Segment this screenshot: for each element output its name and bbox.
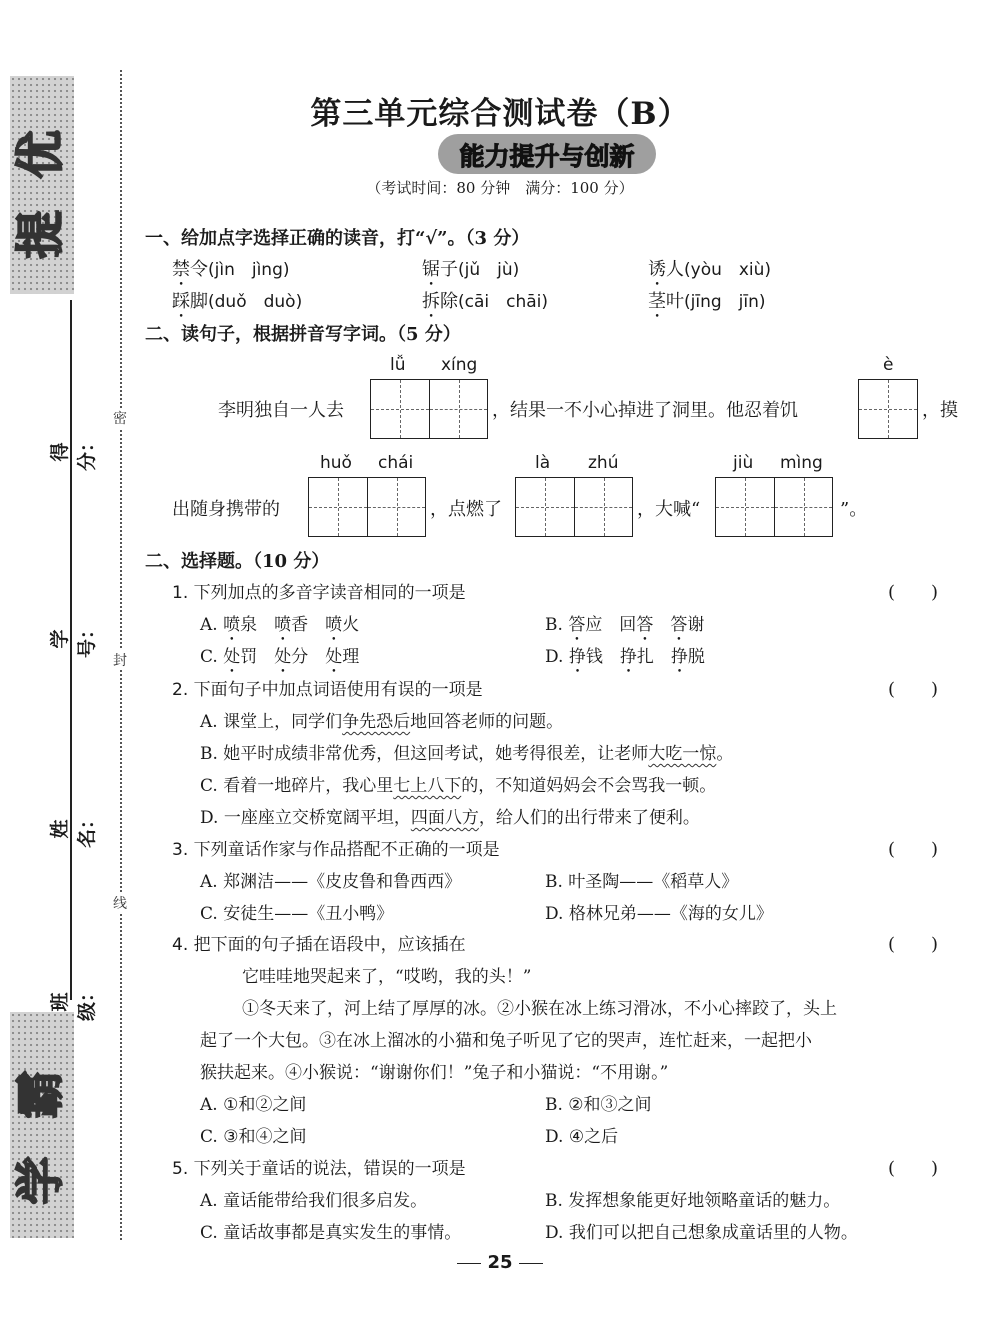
q5-option-c[interactable]: C. 童话故事都是真实发生的事情。 [200,1223,462,1243]
sentence-text: ，大喊“ [637,499,701,520]
question-2-stem: 2. 下面句子中加点词语使用有误的一项是 [172,680,483,700]
banner-char-ba: 霸 [12,1070,69,1119]
q4-option-b[interactable]: B. ②和③之间 [545,1095,652,1115]
pinyin-hint: è [883,355,894,375]
answer-paren[interactable]: ( ) [888,679,939,700]
pinyin-item: 锯子(jǔ jù) [422,259,520,280]
q2-option-b[interactable]: B. 她平时成绩非常优秀，但这回考试，她考得很差，让老师大吃一惊。 [200,744,734,764]
q4-option-a[interactable]: A. ①和②之间 [200,1095,307,1115]
answer-paren[interactable]: ( ) [888,582,939,603]
pinyin-hint: là [535,453,551,473]
page-number [0,1252,1000,1273]
q2-option-d[interactable]: D. 一座座立交桥宽阔平坦，四面八方，给人们的出行带来了便利。 [200,808,700,828]
banner-char-xue: 学 [12,1156,69,1205]
q5-option-d[interactable]: D. 我们可以把自己想象成童话里的人物。 [545,1223,858,1243]
name-label: 姓名： [49,810,98,849]
pinyin-hint: jiù [733,453,754,473]
sentence-text: ，结果一不小心掉进了洞里。他忍着饥 [492,400,798,421]
q4-option-d[interactable]: D. ④之后 [545,1127,619,1147]
answer-box-huochai[interactable] [308,477,426,537]
banner-char-ti: 提 [12,210,69,259]
answer-box-lazhu[interactable] [515,477,633,537]
seal-mi: 密 [106,408,134,428]
section2-heading: 二、读句子，根据拼音写字词。（5 分） [145,324,461,345]
question-4-stem: 4. 把下面的句子插在语段中，应该插在 [172,935,466,955]
answer-paren[interactable]: ( ) [888,934,939,955]
pinyin-hint: xíng [441,355,478,375]
sentence-text: 出随身携带的 [172,499,280,520]
q1-option-a[interactable]: A. 喷泉 喷香 喷火 [200,615,360,635]
sentence-text: ，点燃了 [430,499,502,520]
section1-heading: 一、给加点字选择正确的读音，打“√”。（3 分） [145,228,530,249]
page-number-value: 25 [487,1252,513,1273]
section3-heading: 二、选择题。（10 分） [145,551,330,572]
pinyin-hint: mìng [780,453,823,473]
exam-note: （考试时间：80 分钟 满分：100 分） [366,179,634,197]
question-5-stem: 5. 下列关于童话的说法，错误的一项是 [172,1159,466,1179]
score-label: 得分： [49,433,98,472]
q5-option-a[interactable]: A. 童话能带给我们很多启发。 [200,1191,428,1211]
answer-paren[interactable]: ( ) [888,839,939,860]
q4-passage-line: ①冬天来了，河上结了厚厚的冰。②小猴在冰上练习滑冰，不小心摔跤了，头上 [242,999,837,1019]
q4-option-c[interactable]: C. ③和④之间 [200,1127,307,1147]
pinyin-item: 踩脚(duǒ duò) [172,291,303,312]
q1-option-b[interactable]: B. 答应 回答 答谢 [545,615,705,635]
subtitle: 能力提升与创新 [459,142,635,171]
page-title: 第三单元综合测试卷（B） [310,96,690,132]
q3-option-b[interactable]: B. 叶圣陶——《稻草人》 [545,872,739,892]
q4-insert-sentence: 它哇哇地哭起来了，“哎哟，我的头！” [242,967,532,987]
pinyin-hint: zhú [588,453,619,473]
q1-option-c[interactable]: C. 处罚 处分 处理 [200,647,360,667]
answer-box-jiuming[interactable] [715,477,833,537]
class-label: 班级： [49,983,98,1022]
pinyin-item: 禁令(jìn jìng) [172,259,290,280]
pinyin-hint: chái [378,453,414,473]
pinyin-hint: lǚ [390,355,406,375]
pinyin-item: 拆除(cāi chāi) [422,291,549,312]
pinyin-hint: huǒ [320,453,352,473]
sentence-text: ，摸 [922,400,958,421]
pinyin-item: 茎叶(jīng jīn) [648,291,766,312]
answer-paren[interactable]: ( ) [888,1158,939,1179]
q3-option-d[interactable]: D. 格林兄弟——《海的女儿》 [545,904,773,924]
answer-box-e[interactable] [858,379,918,439]
q1-option-d[interactable]: D. 挣钱 挣扎 挣脱 [545,647,705,667]
seal-feng: 封 [106,650,134,670]
q5-option-b[interactable]: B. 发挥想象能更好地领略童话的魅力。 [545,1191,841,1211]
q4-passage-line: 猴扶起来。④小猴说：“谢谢你们！”兔子和小猫说：“不用谢。” [200,1063,669,1083]
q3-option-a[interactable]: A. 郑渊洁——《皮皮鲁和鲁西西》 [200,872,462,892]
q4-passage-line: 起了一个大包。③在冰上溜冰的小猫和兔子听见了它的哭声，连忙赶来，一起把小 [200,1031,812,1051]
question-3-stem: 3. 下列童话作家与作品搭配不正确的一项是 [172,840,500,860]
q3-option-c[interactable]: C. 安徒生——《丑小鸭》 [200,904,394,924]
sentence-text: 李明独自一人去 [218,400,344,421]
banner-char-you: 优 [12,130,69,179]
q2-option-c[interactable]: C. 看着一地碎片，我心里七上八下的，不知道妈妈会不会骂我一顿。 [200,776,717,796]
student-id-label: 学号： [49,620,98,659]
answer-box-lvxing[interactable] [370,379,488,439]
seal-xian: 线 [106,893,134,913]
pinyin-item: 诱人(yòu xiù) [648,259,772,280]
q2-option-a[interactable]: A. 课堂上，同学们争先恐后地回答老师的问题。 [200,712,564,732]
sentence-text: ”。 [840,499,868,520]
question-1-stem: 1. 下列加点的多音字读音相同的一项是 [172,583,466,603]
